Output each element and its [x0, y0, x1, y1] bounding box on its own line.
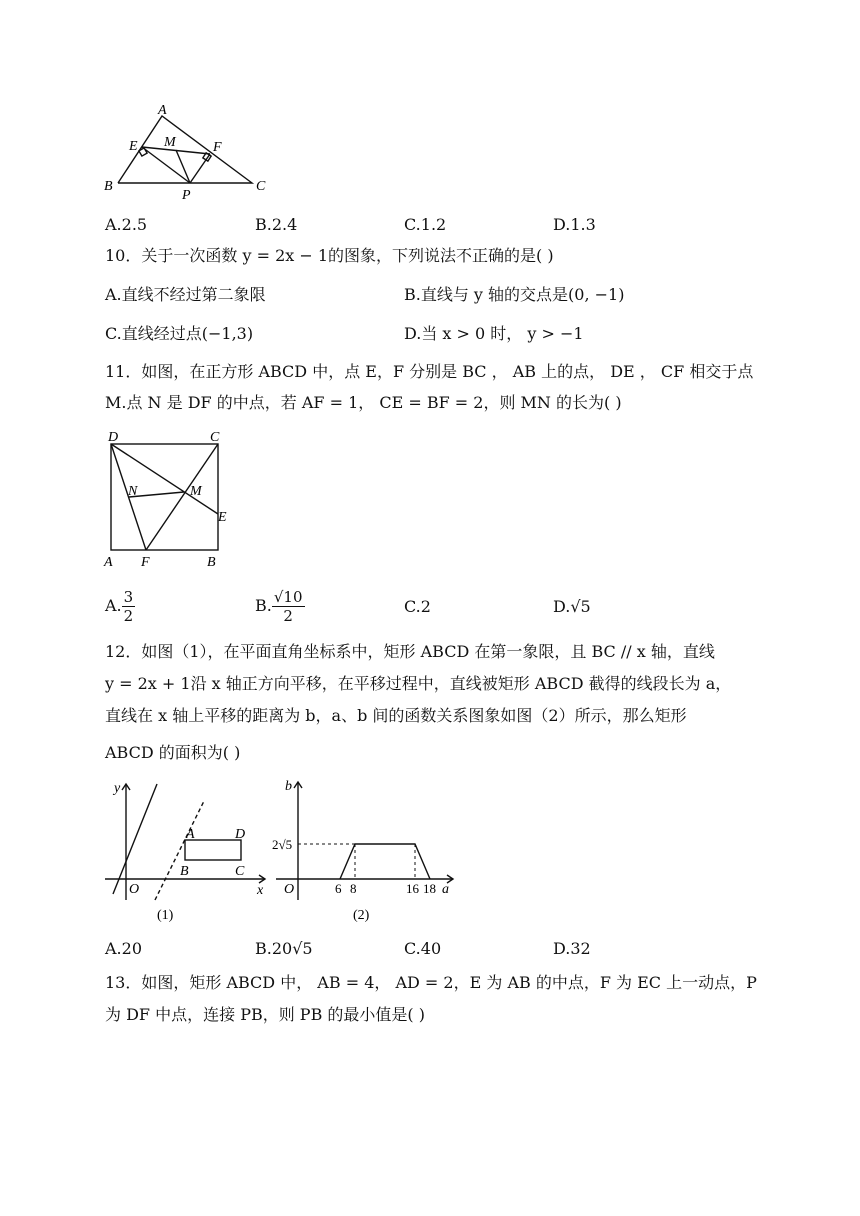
q12-stem-line1: 12．如图（1），在平面直角坐标系中，矩形 ABCD 在第一象限，且 BC // x 轴，直线 — [105, 642, 715, 661]
q12-stem-line3: 直线在 x 轴上平移的距离为 b，a、b 间的函数关系图象如图（2）所示，那么矩形 — [105, 706, 687, 725]
q9-option-b: B.2.4 — [255, 215, 298, 234]
q9-option-a: A.2.5 — [105, 215, 148, 234]
fig11-label-n: N — [128, 484, 138, 499]
q11-option-a — [105, 588, 135, 625]
q11-option-b — [255, 588, 305, 625]
q9-option-c: C.1.2 — [404, 215, 447, 234]
fig11-label-f: F — [141, 555, 150, 570]
fig11-label-e: E — [218, 510, 227, 525]
fig12-2-label-6: 6 — [335, 881, 342, 896]
fig12-1-label-o: O — [129, 882, 140, 897]
fig12-1-label-x: x — [257, 883, 264, 898]
fig12-2-label-o: O — [284, 882, 295, 897]
fig12-1-label-c: C — [235, 864, 245, 879]
fig12-1-label-b: B — [180, 864, 189, 879]
q11-option-c: C.2 — [404, 597, 431, 616]
fig12-1-label-a: A — [186, 827, 195, 842]
q11-option-d: D.√5 — [553, 597, 591, 616]
q12-figure-2 — [268, 776, 463, 926]
fig12-1-caption: (1) — [157, 908, 174, 923]
fig12-2-label-yval: 2√5 — [272, 837, 293, 852]
q10-option-c: C.直线经过点(−1,3) — [105, 324, 254, 343]
fig11-label-m: M — [190, 484, 202, 499]
fig9-label-a: A — [158, 103, 167, 118]
fig9-label-c: C — [256, 179, 266, 194]
q12-figure-1 — [100, 776, 275, 926]
q12-option-c: C.40 — [404, 939, 442, 958]
q12-stem-line4: ABCD 的面积为( ) — [105, 743, 241, 762]
fig12-1-label-d: D — [235, 827, 246, 842]
q11-square-figure — [100, 424, 250, 574]
fig12-2-caption: (2) — [353, 908, 370, 923]
fig11-label-b: B — [207, 555, 216, 570]
fig9-label-f: F — [213, 140, 222, 155]
q12-option-b: B.20√5 — [255, 939, 313, 958]
q11-option-a-prefix: A. — [105, 596, 122, 615]
fig12-2-label-18: 18 — [423, 881, 436, 896]
q11-option-a-fraction — [122, 588, 136, 625]
q9-triangle-figure — [100, 100, 280, 205]
q11-option-b-prefix: B. — [255, 596, 272, 615]
fig12-1-label-y: y — [114, 781, 121, 796]
fig11-label-c: C — [210, 430, 220, 445]
q12-option-d: D.32 — [553, 939, 591, 958]
q12-stem-line2: y = 2x + 1沿 x 轴正方向平移，在平移过程中，直线被矩形 ABCD 截得的线段长为 a， — [105, 674, 732, 693]
fig11-label-a: A — [104, 555, 113, 570]
q9-option-d: D.1.3 — [553, 215, 596, 234]
fig12-2-label-b: b — [285, 779, 292, 794]
fig12-2-label-8: 8 — [350, 881, 357, 896]
fig12-2-label-16: 16 — [406, 881, 419, 896]
fig11-label-d: D — [108, 430, 119, 445]
q11-stem-line1: 11．如图，在正方形 ABCD 中，点 E，F 分别是 BC ， AB 上的点， DE ， CF 相交于点 — [105, 362, 754, 381]
q11-option-a-num: 3 — [123, 588, 134, 606]
fig9-label-b: B — [104, 179, 113, 194]
q10-option-d: D.当 x > 0 时， y > −1 — [404, 324, 584, 343]
q13-stem-line1: 13．如图，矩形 ABCD 中， AB = 4， AD = 2，E 为 AB 的中点，F 为 EC 上一动点，P — [105, 973, 757, 992]
fig9-label-m: M — [164, 135, 176, 150]
q10-option-b: B.直线与 y 轴的交点是(0, −1) — [404, 285, 625, 304]
q13-stem-line2: 为 DF 中点，连接 PB，则 PB 的最小值是( ) — [105, 1005, 425, 1024]
q11-option-b-num: √10 — [273, 588, 303, 606]
q11-stem-line2: M.点 N 是 DF 的中点，若 AF = 1， CE = BF = 2，则 MN 的长为( ) — [105, 393, 622, 412]
q10-stem: 10．关于一次函数 y = 2x − 1的图象，下列说法不正确的是( ) — [105, 246, 554, 265]
q11-option-a-den: 2 — [123, 607, 134, 625]
fig9-label-e: E — [129, 139, 138, 154]
q11-option-b-den: 2 — [283, 607, 293, 625]
q10-option-a: A.直线不经过第二象限 — [105, 285, 266, 304]
q12-option-a: A.20 — [105, 939, 142, 958]
fig12-2-label-a: a — [442, 882, 449, 897]
fig9-label-p: P — [182, 188, 191, 203]
q11-option-b-fraction — [272, 588, 305, 625]
